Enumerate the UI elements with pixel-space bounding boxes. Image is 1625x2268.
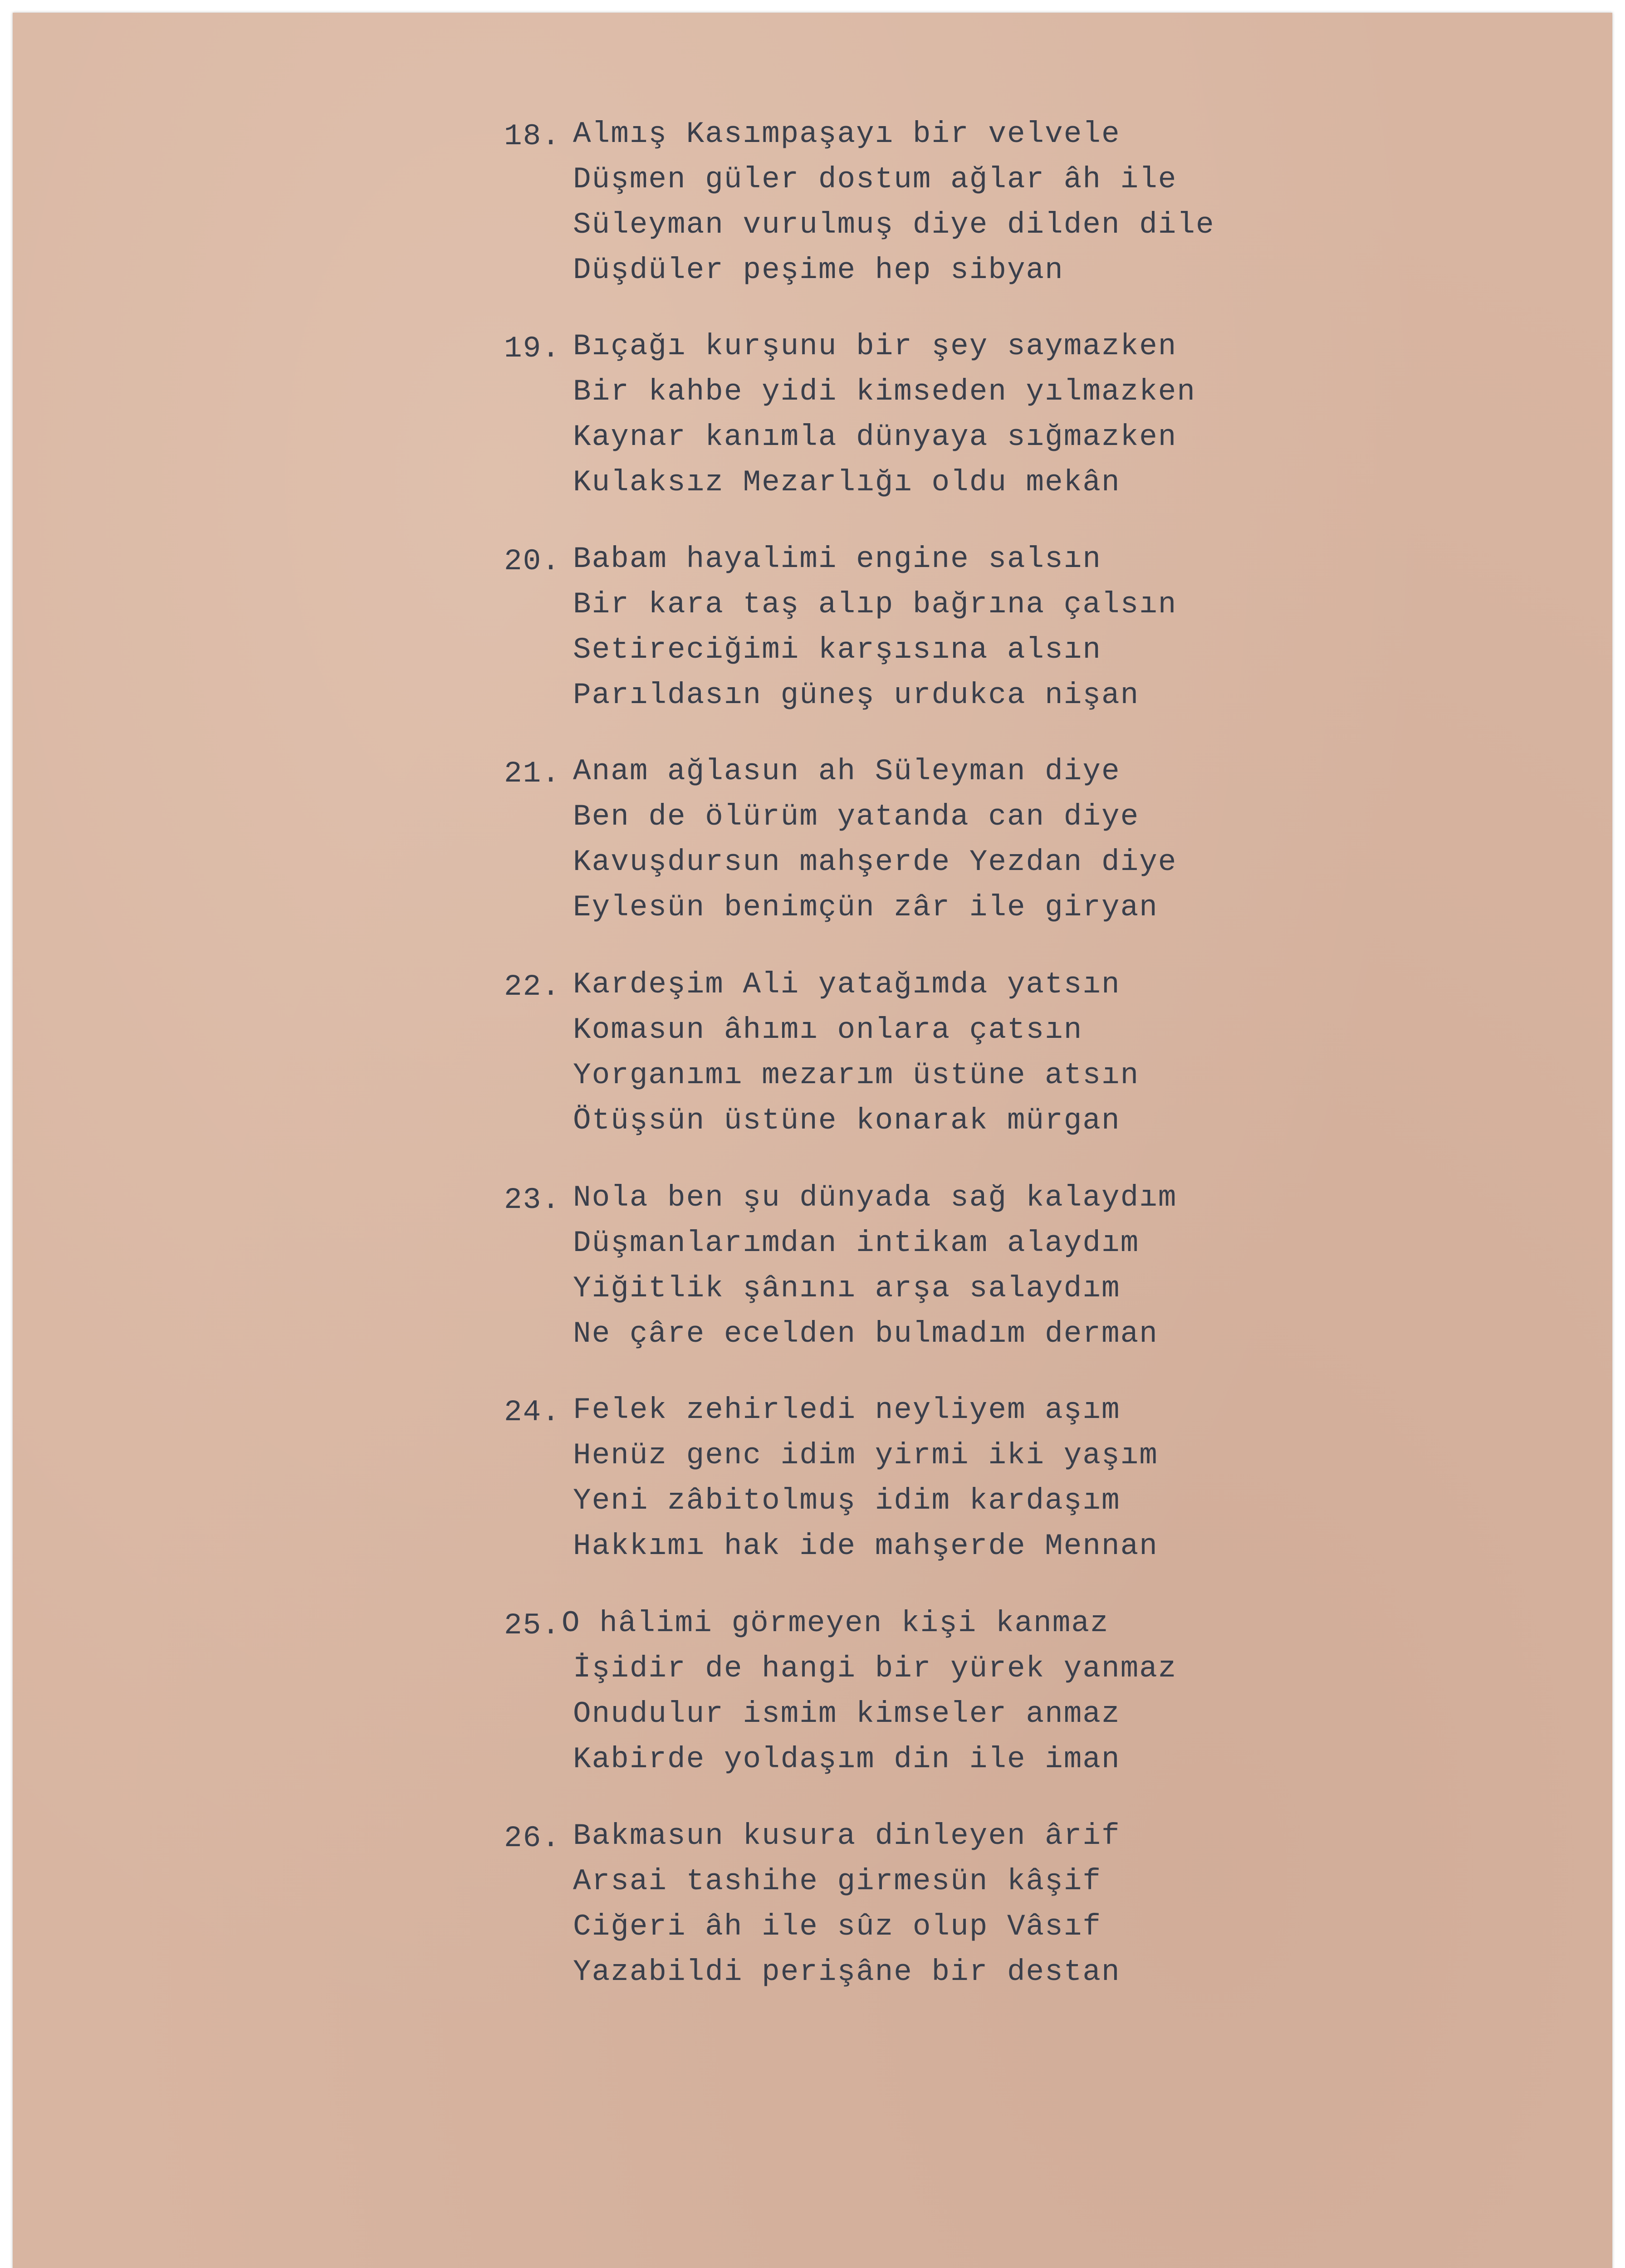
verse-line: Düşmanlarımdan intikam alaydım xyxy=(573,1226,1140,1260)
verse-line: Yorganımı mezarım üstüne atsın xyxy=(573,1058,1140,1092)
verse-line: Yazabildi perişâne bir destan xyxy=(573,1955,1121,1989)
poem-body xyxy=(13,13,1612,2268)
verse-line: O hâlimi görmeyen kişi kanmaz xyxy=(562,1606,1109,1640)
verse-line: Hakkımı hak ide mahşerde Mennan xyxy=(573,1529,1158,1563)
verse-line: Anam ağlasun ah Süleyman diye xyxy=(573,754,1121,788)
verse-line: Bir kara taş alıp bağrına çalsın xyxy=(573,587,1177,621)
verse-line: Henüz genc idim yirmi iki yaşım xyxy=(573,1438,1158,1472)
verse-line: Kabirde yoldaşım din ile iman xyxy=(573,1742,1121,1776)
verse-line: Bıçağı kurşunu bir şey saymazken xyxy=(573,329,1177,363)
stanza-number: 22. xyxy=(504,970,561,1004)
verse-line: Bir kahbe yidi kimseden yılmazken xyxy=(573,375,1196,409)
stanza-number: 25. xyxy=(504,1608,561,1642)
verse-line: Parıldasın güneş urdukca nişan xyxy=(573,678,1140,712)
verse-line: Almış Kasımpaşayı bir velvele xyxy=(573,117,1121,151)
verse-line: Arsai tashihe girmesün kâşif xyxy=(573,1864,1101,1898)
stanza-number: 23. xyxy=(504,1183,561,1217)
verse-line: Eylesün benimçün zâr ile giryan xyxy=(573,890,1158,924)
verse-line: Setireciğimi karşısına alsın xyxy=(573,633,1101,667)
verse-line: Komasun âhımı onlara çatsın xyxy=(573,1013,1083,1047)
verse-line: Babam hayalimi engine salsın xyxy=(573,542,1101,576)
stanza-number: 26. xyxy=(504,1821,561,1855)
stanza-number: 20. xyxy=(504,544,561,578)
verse-line: Kavuşdursun mahşerde Yezdan diye xyxy=(573,845,1177,879)
verse-line: Felek zehirledi neyliyem aşım xyxy=(573,1393,1121,1427)
verse-line: Yeni zâbitolmuş idim kardaşım xyxy=(573,1484,1121,1518)
verse-line: Ne çâre ecelden bulmadım derman xyxy=(573,1317,1158,1351)
verse-line: Yiğitlik şânını arşa salaydım xyxy=(573,1271,1121,1305)
verse-line: İşidir de hangi bir yürek yanmaz xyxy=(573,1652,1177,1686)
stanza-number: 19. xyxy=(504,332,561,366)
verse-line: Kardeşim Ali yatağımda yatsın xyxy=(573,968,1121,1002)
verse-line: Düşdüler peşime hep sibyan xyxy=(573,253,1064,287)
verse-line: Süleyman vurulmuş diye dilden dile xyxy=(573,208,1215,242)
stanza-number: 24. xyxy=(504,1395,561,1429)
verse-line: Ötüşsün üstüne konarak mürgan xyxy=(573,1104,1121,1138)
verse-line: Kaynar kanımla dünyaya sığmazken xyxy=(573,420,1177,454)
verse-line: Ben de ölürüm yatanda can diye xyxy=(573,800,1140,834)
stanza-number: 21. xyxy=(504,757,561,791)
verse-line: Kulaksız Mezarlığı oldu mekân xyxy=(573,465,1121,499)
stanza-number: 18. xyxy=(504,119,561,153)
verse-line: Ciğeri âh ile sûz olup Vâsıf xyxy=(573,1910,1101,1944)
verse-line: Bakmasun kusura dinleyen ârif xyxy=(573,1819,1121,1853)
verse-line: Onudulur ismim kimseler anmaz xyxy=(573,1697,1121,1731)
verse-line: Nola ben şu dünyada sağ kalaydım xyxy=(573,1181,1177,1215)
verse-line: Düşmen güler dostum ağlar âh ile xyxy=(573,162,1177,196)
typewritten-page xyxy=(13,13,1612,2268)
